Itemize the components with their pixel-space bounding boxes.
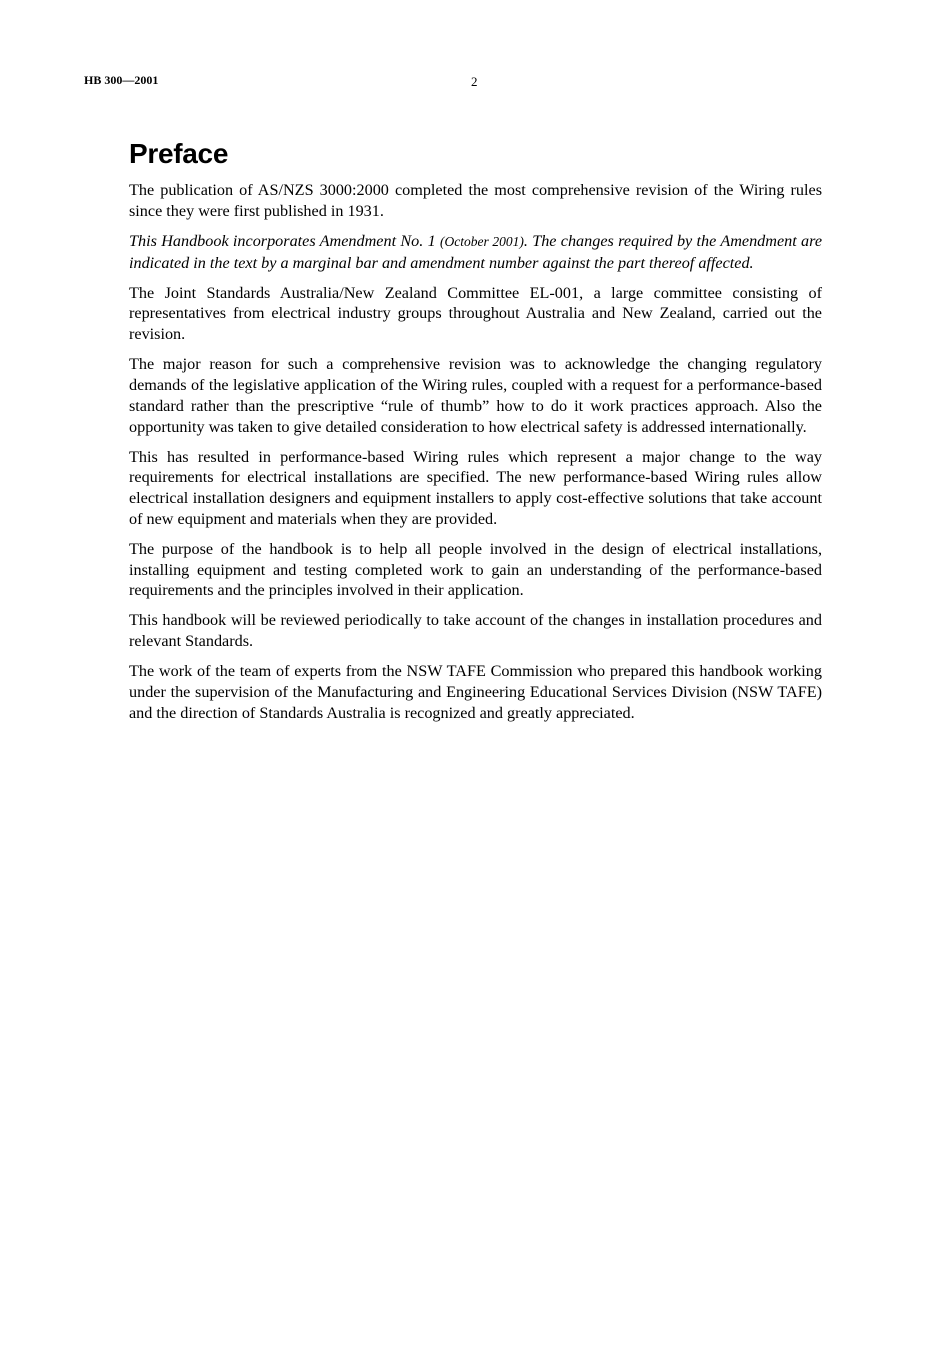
page-number: 2 bbox=[471, 74, 478, 89]
document-code: HB 300—2001 bbox=[84, 73, 159, 87]
paragraph-committee: The Joint Standards Australia/New Zealand Committee EL-001, a large committee consisting of representatives from electrical industry groups throughout Australia and New Zealand, carried out the revision. bbox=[129, 283, 822, 344]
paragraph-reason: The major reason for such a comprehensive revision was to acknowledge the changing regulatory demands of the legislative application of the Wiring rules, coupled with a request for a performance-based standard rather than the prescriptive “rule of thumb” how to do it work practices approach. Also the opportunity was taken to give detailed consideration to how electrical safety is addressed internationally. bbox=[129, 355, 822, 436]
amendment-note bbox=[129, 231, 822, 274]
amendment-note-intro: This Handbook incorporates Amendment No. 1 bbox=[129, 231, 440, 250]
paragraph-result: This has resulted in performance-based Wiring rules which represent a major change to the way requirements for electrical installations are specified. The new performance-based Wiring rules allow electrical installation designers and equipment installers to apply cost-effective solutions that take account of new equipment and materials when they are provided. bbox=[129, 447, 822, 528]
paragraph-review: This handbook will be reviewed periodically to take account of the changes in installation procedures and relevant Standards. bbox=[129, 611, 822, 651]
page-title: Preface bbox=[129, 138, 229, 169]
paragraph-publication: The publication of AS/NZS 3000:2000 completed the most comprehensive revision of the Wiring rules since they were first published in 1931. bbox=[129, 181, 822, 220]
amendment-date: (October 2001) bbox=[440, 233, 524, 249]
amendment-note-detail: . The changes required by the Amendment are indicated in the text by a marginal bar and amendment number against the part thereof affected. bbox=[129, 231, 823, 272]
paragraph-purpose: The purpose of the handbook is to help all people involved in the design of electrical installations, installing equipment and testing completed work to gain an understanding of the performance-based requirements and the principles involved in their application. bbox=[129, 539, 822, 600]
paragraph-acknowledgement: The work of the team of experts from the NSW TAFE Commission who prepared this handbook working under the supervision of the Manufacturing and Engineering Educational Services Division (NSW TAFE) and the direction of Standards Australia is recognized and greatly appreciated. bbox=[129, 662, 822, 722]
preface-section bbox=[129, 137, 822, 733]
